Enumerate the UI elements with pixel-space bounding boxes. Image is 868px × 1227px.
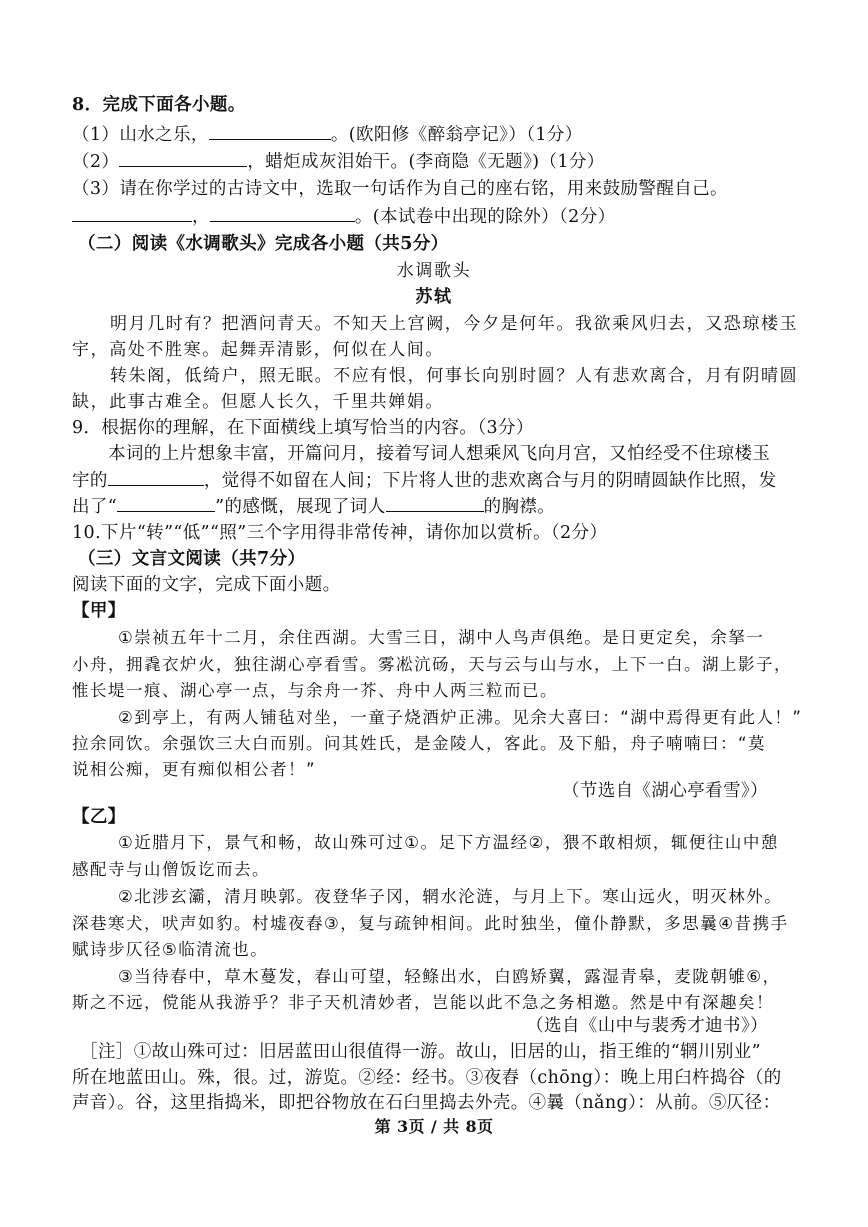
q8-sub3: （3）请在你学过的古诗文中，选取一句话作为自己的座右铭，用来鼓励警醒自己。 (72, 179, 728, 199)
note-line: ［注］①故山殊可过：旧居蓝田山很值得一游。故山，旧居的山，指王维的“辋川别业” (80, 1042, 761, 1062)
answer-blank[interactable] (210, 203, 355, 222)
q8-sub3-answer (72, 203, 796, 230)
q9-line2-prefix: 宇的 (72, 471, 108, 491)
answer-blank[interactable] (108, 467, 204, 486)
yi-line: ②北涉玄灞，清月映郭。夜登华子冈，辋水沦涟，与月上下。寒山远火，明灭林外。 (118, 887, 783, 906)
q9-line3-mid: ”的感慨，展现了词人 (215, 497, 386, 517)
poem-line: 宇，高处不胜寒。起舞弄清影，何似在人间。 (72, 340, 444, 360)
q8-sub1 (72, 121, 796, 148)
comma: ， (192, 207, 210, 227)
q8-sub1-suffix: 。(欧阳修《醉翁亭记》）（1分） (330, 125, 583, 145)
q9-line3 (72, 493, 796, 520)
q9-line3-suffix: 的胸襟。 (483, 497, 556, 517)
q8-sub2 (72, 148, 796, 175)
note-line: 所在地蓝田山。殊，很。过，游览。②经：经书。③夜舂（chōng）：晚上用臼杵捣谷（的 (72, 1068, 782, 1088)
section3-heading: （三）文言文阅读（共7分） (78, 549, 306, 569)
jia-source: （节选自《湖心亭看雪》） (561, 781, 768, 801)
yi-label: 【乙】 (72, 807, 126, 827)
yi-source: （选自《山中与裴秀才迪书》） (526, 1016, 768, 1036)
jia-line: 惟长堤一痕、湖心亭一点，与余舟一芥、舟中人两三粒而已。 (72, 681, 558, 700)
q10-text: 10.下片“转”“低”“照”三个字用得非常传神，请你加以赏析。（2分） (72, 523, 608, 543)
section2-heading: （二）阅读《水调歌头》完成各小题（共5分） (78, 234, 449, 254)
q9-line3-prefix: 出了“ (72, 497, 118, 517)
answer-blank[interactable] (209, 121, 331, 140)
yi-line: ③当待春中，草木蔓发，春山可望，轻鲦出水，白鸥矫翼，露湿青皋，麦陇朝雊⑥， (118, 967, 781, 986)
answer-blank[interactable] (72, 203, 192, 222)
jia-line: 说相公痴，更有痴似相公者！” (72, 760, 317, 779)
poem-line: 缺，此事古难全。但愿人长久，千里共婵娟。 (72, 392, 444, 412)
q8-sub2-suffix: ，蜡炬成灰泪始干。(李商隐《无题》)（1分） (247, 152, 605, 172)
yi-line: 深巷寒犬，吠声如豹。村墟夜舂③，复与疏钟相间。此时独坐，僮仆静默，多思曩④昔携手 (72, 914, 789, 933)
poem-author: 苏轼 (415, 287, 453, 307)
jia-line: ②到亭上，有两人铺毡对坐，一童子烧酒炉正沸。见余大喜曰：“湖中焉得更有此人！” (118, 708, 803, 727)
jia-label: 【甲】 (72, 601, 126, 621)
yi-line: 感配寺与山僧饭讫而去。 (72, 860, 270, 879)
q8-sub2-prefix: （2） (72, 152, 120, 172)
poem-line: 转朱阁，低绮户，照无眠。不应有恨，何事长向别时圆？人有悲欢离合，月有阴晴圆 (110, 366, 799, 386)
note-line: 声音）。谷，这里指捣米，即把谷物放在石臼里捣去外壳。④曩（nǎng）：从前。⑤仄径： (72, 1093, 781, 1113)
jia-line: 拉余同饮。余强饮三大白而别。问其姓氏，是金陵人，客此。及下船，舟子喃喃曰：“莫 (72, 734, 767, 753)
yi-line: 斯之不远，傥能从我游乎？非子天机清妙者，岂能以此不急之务相邀。然是中有深趣矣！ (72, 993, 774, 1012)
yi-line: ①近腊月下，景气和畅，故山殊可过①。足下方温经②，猥不敢相烦，辄便往山中憩 (118, 833, 779, 852)
q8-sub1-prefix: （1）山水之乐， (72, 125, 209, 145)
page-number: 第 3页 / 共 8页 (374, 1117, 494, 1136)
answer-blank[interactable] (117, 493, 215, 512)
yi-line: 赋诗步仄径⑤临清流也。 (72, 940, 269, 959)
poem-title: 水调歌头 (396, 261, 472, 281)
answer-blank[interactable] (119, 148, 247, 167)
poem-line: 明月几时有？把酒问青天。不知天上宫阙，今夕是何年。我欲乘风归去，又恐琼楼玉 (110, 314, 799, 334)
q8-sub3-suffix: 。(本试卷中出现的除外）（2分） (354, 207, 616, 227)
jia-line: ①崇祯五年十二月，余住西湖。大雪三日，湖中人鸟声俱绝。是日更定矣，余拏一 (118, 628, 765, 647)
q9-line2-suffix: ，觉得不如留在人间；下片将人世的悲欢离合与月的阴晴圆缺作比照，发 (203, 471, 777, 491)
jia-line: 小舟，拥毳衣炉火，独往湖心亭看雪。雾凇沆砀，天与云与山与水，上下一白。湖上影子， (72, 655, 792, 674)
q9-heading: 9．根据你的理解，在下面横线上填写恰当的内容。（3分） (72, 418, 534, 438)
q9-line1: 本词的上片想象丰富，开篇问月，接着写词人想乘风飞向月宫，又怕经受不住琼楼玉 (108, 444, 771, 464)
q8-heading: 8．完成下面各小题。 (72, 95, 246, 115)
q9-line2 (72, 467, 796, 494)
answer-blank[interactable] (386, 493, 484, 512)
section3-instruction: 阅读下面的文字，完成下面小题。 (72, 575, 341, 595)
